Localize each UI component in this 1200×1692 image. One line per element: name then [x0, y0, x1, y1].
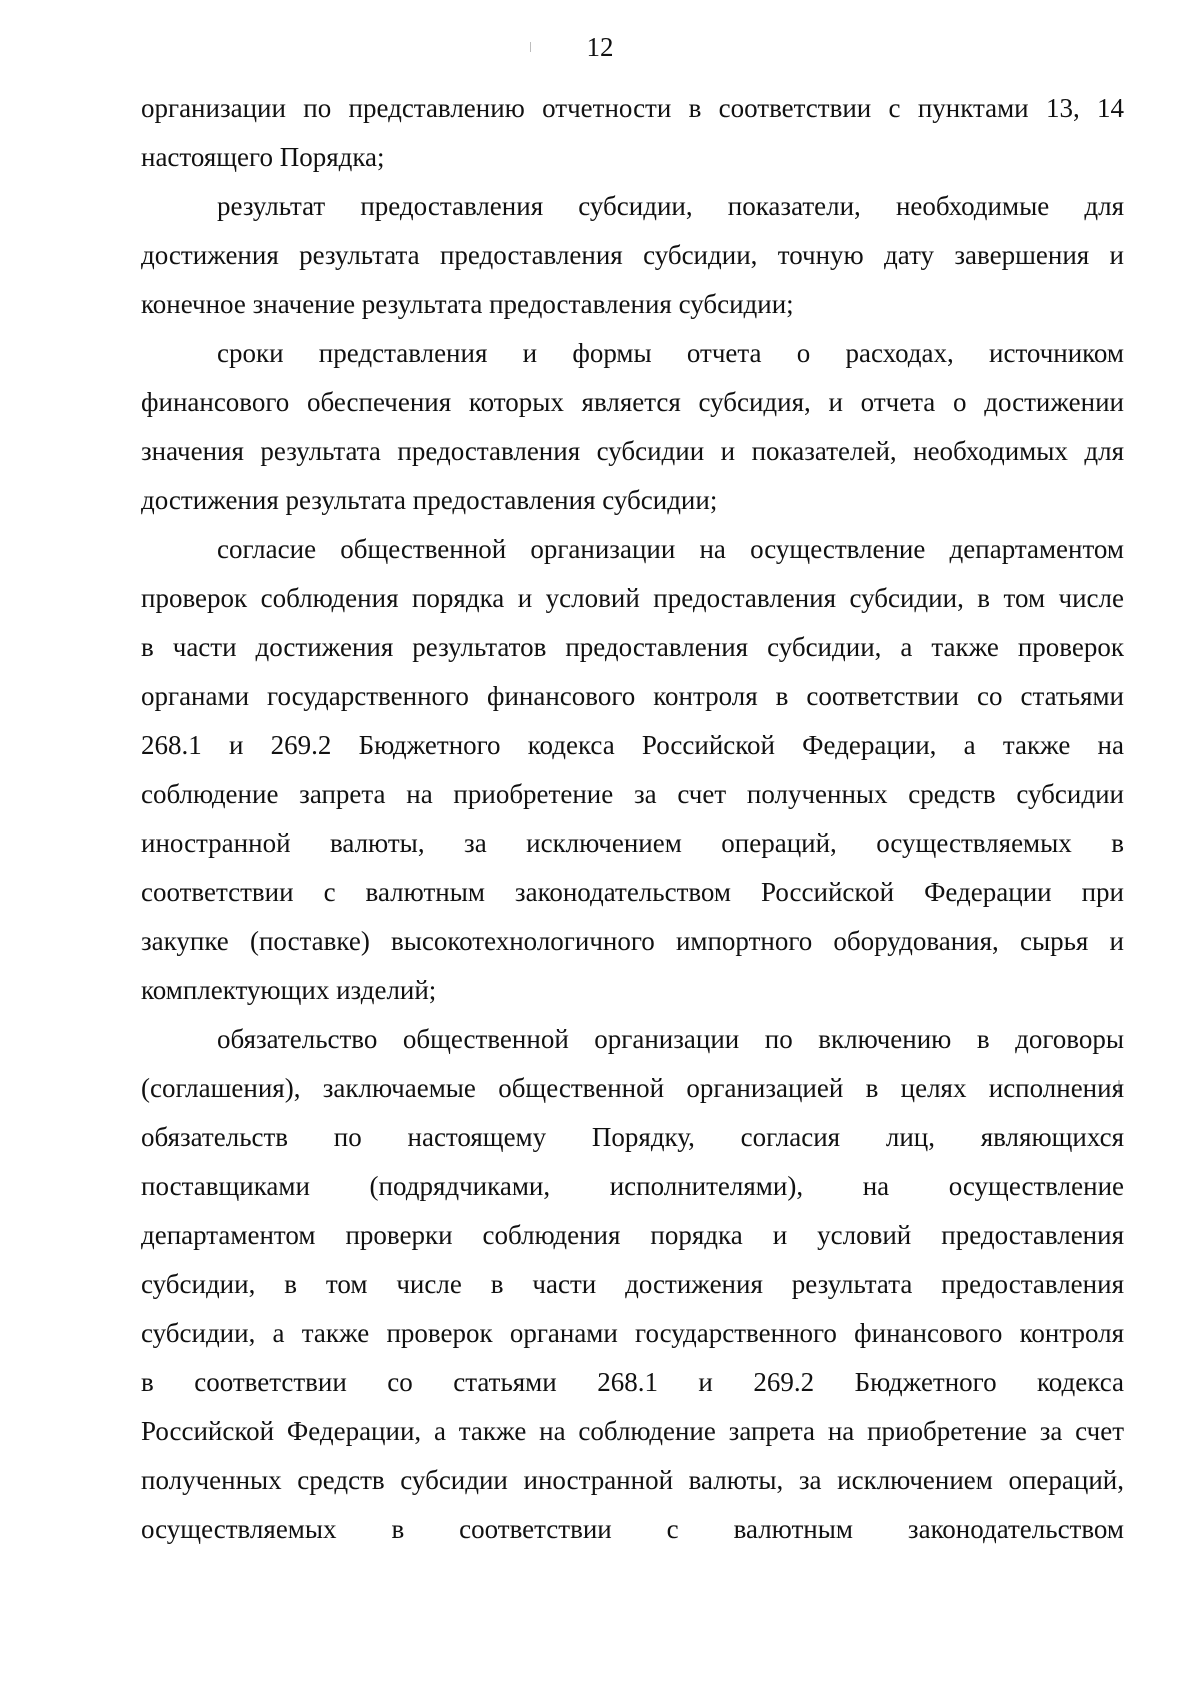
text-line: 268.1 и 269.2 Бюджетного кодекса Российской Федерации, а также на: [141, 730, 1124, 760]
text-line: в части достижения результатов предоставления субсидии, а также проверок: [141, 632, 1124, 662]
text-line: субсидии, а также проверок органами государственного финансового контроля: [141, 1318, 1124, 1348]
text-line: обязательств по настоящему Порядку, согласия лиц, являющихся: [141, 1122, 1124, 1152]
text-line: (соглашения), заключаемые общественной организацией в целях исполнения: [141, 1073, 1124, 1103]
text-line: органами государственного финансового контроля в соответствии со статьями: [141, 681, 1124, 711]
page-number: 12: [586, 32, 614, 62]
text-line: осуществляемых в соответствии с валютным законодательством: [141, 1514, 1124, 1544]
text-line: значения результата предоставления субсидии и показателей, необходимых для: [141, 436, 1124, 466]
text-line: достижения результата предоставления субсидии;: [141, 485, 718, 515]
text-line: проверок соблюдения порядка и условий предоставления субсидии, в том числе: [141, 583, 1124, 613]
text-line: департаментом проверки соблюдения порядка и условий предоставления: [141, 1220, 1124, 1250]
text-line: поставщиками (подрядчиками, исполнителями), на осуществление: [141, 1171, 1124, 1201]
text-line: соответствии с валютным законодательством Российской Федерации при: [141, 877, 1124, 907]
text-line: Российской Федерации, а также на соблюдение запрета на приобретение за счет: [141, 1416, 1124, 1446]
text-line: финансового обеспечения которых является субсидия, и отчета о достижении: [141, 387, 1124, 417]
body-text: [141, 84, 1124, 1554]
scan-mark: [530, 42, 531, 52]
text-line: достижения результата предоставления субсидии, точную дату завершения и: [141, 240, 1124, 270]
text-line: результат предоставления субсидии, показатели, необходимые для: [217, 191, 1124, 221]
text-line: согласие общественной организации на осуществление департаментом: [217, 534, 1124, 564]
text-line: в соответствии со статьями 268.1 и 269.2 Бюджетного кодекса: [141, 1367, 1124, 1397]
text-line: иностранной валюты, за исключением операций, осуществляемых в: [141, 828, 1124, 858]
text-line: субсидии, в том числе в части достижения результата предоставления: [141, 1269, 1124, 1299]
text-line: полученных средств субсидии иностранной валюты, за исключением операций,: [141, 1465, 1124, 1495]
text-line: конечное значение результата предоставления субсидии;: [141, 289, 794, 319]
text-line: соблюдение запрета на приобретение за счет полученных средств субсидии: [141, 779, 1124, 809]
text-line: организации по представлению отчетности в соответствии с пунктами 13, 14: [141, 93, 1124, 123]
text-line: настоящего Порядка;: [141, 142, 385, 172]
text-line: сроки представления и формы отчета о расходах, источником: [217, 338, 1124, 368]
text-line: закупке (поставке) высокотехнологичного импортного оборудования, сырья и: [141, 926, 1124, 956]
text-line: обязательство общественной организации по включению в договоры: [217, 1024, 1124, 1054]
text-line: комплектующих изделий;: [141, 975, 437, 1005]
